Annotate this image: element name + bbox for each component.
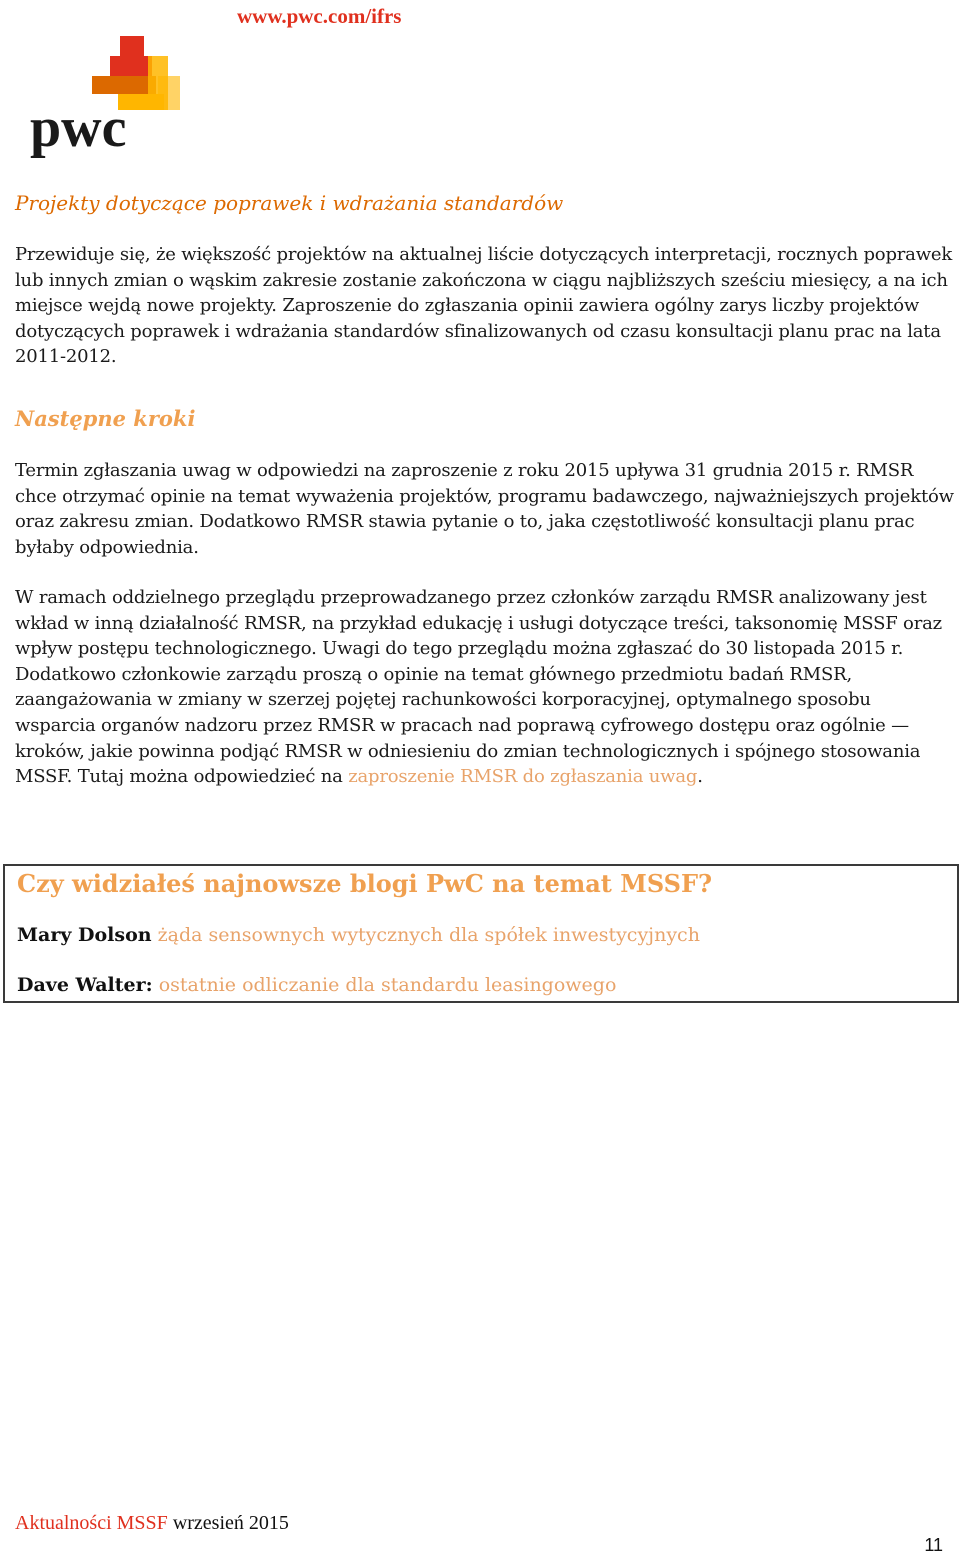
section-title-projects: Projekty dotyczące poprawek i wdrażania standardów: [15, 191, 564, 215]
svg-text:pwc: pwc: [30, 97, 127, 158]
blog-author: Dave Walter:: [17, 974, 153, 996]
paragraph-review: [15, 585, 955, 790]
pwc-logo: [28, 36, 188, 158]
blog-item: [17, 924, 700, 946]
paragraph-review-text: W ramach oddzielnego przeglądu przeprowadzanego przez członków zarządu RMSR analizowany jest wkład w inną działalność RMSR, na przykład edukację i usługi dotyczące treści, taksonomię MSSF oraz wpływ postępu technologicznego. Uwagi do tego przeglądu można zgłaszać do 30 listopada 2015 r. Dodatkowo członkowie zarządu proszą o opinie na temat głównego przedmiotu badań RMSR, zaangażowania w zmiany w szerzej pojętej rachunkowości korporacyjnej, optymalnego sposobu wsparcia organów nadzoru przez RMSR w pracach nad poprawą cyfrowego dostępu oraz ogólnie — kroków, jakie powinna podjąć RMSR w odniesieniu do zmian technologicznych i spójnego stosowania MSSF. Tutaj można odpowiedzieć na: [15, 587, 942, 788]
blogs-heading: Czy widziałeś najnowsze blogi PwC na temat MSSF?: [17, 869, 713, 898]
footer-date: wrzesień 2015: [172, 1512, 289, 1534]
page-number: 11: [924, 1535, 943, 1555]
blog-author: Mary Dolson: [17, 924, 152, 946]
paragraph-deadline: Termin zgłaszania uwag w odpowiedzi na zaproszenie z roku 2015 upływa 31 grudnia 2015 r. RMSR chce otrzymać opinie na temat wyważenia projektów, programu badawczego, najważniejszych projektów oraz zakresu zmian. Dodatkowo RMSR stawia pytanie o to, jaka częstotliwość konsultacji planu prac byłaby odpowiednia.: [15, 460, 954, 558]
invitation-link[interactable]: zaproszenie RMSR do zgłaszania uwag: [348, 766, 698, 788]
footer-publication: [15, 1512, 289, 1535]
section-title-next-steps: Następne kroki: [15, 406, 196, 431]
footer-publication-name: Aktualności MSSF: [15, 1512, 168, 1534]
paragraph-projects: Przewiduje się, że większość projektów na aktualnej liście dotyczących interpretacji, rocznych poprawek lub innych zmian o wąskim zakresie zostanie zakończona w ciągu najbliższych sześciu miesięcy, a na ich miejsce wejdą nowe projekty. Zaproszenie do zgłaszania opinii zawiera ogólny zarys liczby projektów dotyczących poprawek i wdrażania standardów sfinalizowanych od czasu konsultacji planu prac na lata 2011-2012.: [15, 244, 953, 368]
paragraph-review-end: .: [697, 766, 703, 788]
blog-link[interactable]: ostatnie odliczanie dla standardu leasingowego: [158, 974, 617, 996]
header-url-link[interactable]: www.pwc.com/ifrs: [237, 4, 402, 28]
blog-link[interactable]: żąda sensownych wytycznych dla spółek inwestycyjnych: [157, 924, 700, 946]
blog-item: [17, 974, 616, 996]
blogs-box: [3, 864, 959, 1003]
